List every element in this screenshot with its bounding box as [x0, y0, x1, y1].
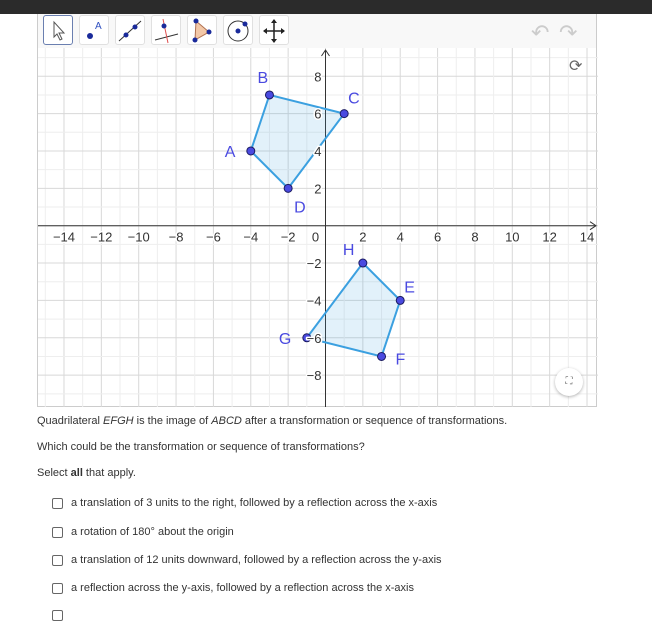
- x-tick-label: −4: [243, 229, 259, 245]
- point-label-a: A: [224, 143, 236, 161]
- x-tick-label: −12: [90, 229, 113, 245]
- line-icon: [116, 16, 144, 44]
- point-icon: [80, 16, 108, 44]
- option-4[interactable]: [52, 582, 414, 594]
- x-tick-label: 12: [542, 229, 557, 245]
- x-tick-label: −8: [168, 229, 184, 245]
- x-tick-label: 14: [579, 229, 595, 245]
- circle-icon: [224, 16, 252, 44]
- point-tool[interactable]: [79, 15, 109, 45]
- checkbox[interactable]: [52, 610, 63, 621]
- y-tick-label: −4: [306, 293, 322, 309]
- select-all-instruction: Select all that apply.: [37, 467, 136, 479]
- y-tick-label: 8: [314, 69, 322, 85]
- point-label-d: D: [294, 199, 306, 217]
- checkbox[interactable]: [52, 498, 63, 509]
- move-arrows-icon: [260, 16, 288, 44]
- x-tick-label: 0: [311, 229, 320, 245]
- perpendicular-icon: [152, 16, 180, 44]
- x-tick-label: −10: [127, 229, 150, 245]
- graph-view[interactable]: [38, 48, 598, 407]
- point-b[interactable]: [265, 91, 273, 99]
- geogebra-applet[interactable]: [37, 14, 597, 407]
- x-tick-label: −6: [206, 229, 221, 245]
- cursor-icon: [44, 16, 72, 44]
- line-tool[interactable]: [115, 15, 145, 45]
- checkbox[interactable]: [52, 527, 63, 538]
- polygon-icon: [188, 16, 216, 44]
- fullscreen-button[interactable]: [555, 368, 583, 396]
- point-label-f: F: [395, 351, 406, 369]
- point-label-c: C: [348, 90, 360, 108]
- point-label-b: B: [257, 69, 269, 87]
- option-1[interactable]: [52, 497, 437, 509]
- checkbox[interactable]: [52, 583, 63, 594]
- option-label: a reflection across the y-axis, followed by a reflection across the x-axis: [71, 582, 414, 594]
- checkbox[interactable]: [52, 555, 63, 566]
- polygon-abcd: [251, 95, 344, 188]
- move-view-tool[interactable]: [259, 15, 289, 45]
- x-tick-label: 4: [396, 229, 404, 245]
- x-tick-label: −14: [52, 229, 76, 245]
- x-tick-label: 6: [433, 229, 442, 245]
- point-h[interactable]: [359, 259, 367, 267]
- x-tick-label: 2: [359, 229, 367, 245]
- point-label-e: E: [404, 279, 415, 297]
- option-3[interactable]: [52, 554, 442, 566]
- point-label-h: H: [342, 242, 355, 260]
- x-tick-label: 10: [505, 229, 520, 245]
- option-5[interactable]: [52, 610, 71, 621]
- perpendicular-line-tool[interactable]: [151, 15, 181, 45]
- point-e[interactable]: [396, 296, 404, 304]
- y-tick-label: −2: [306, 256, 322, 272]
- option-label: a rotation of 180° about the origin: [71, 526, 234, 538]
- top-bar: [0, 0, 652, 14]
- undo-button[interactable]: ↶: [531, 20, 550, 45]
- question-prompt: Which could be the transformation or sequence of transformations?: [37, 441, 365, 453]
- circle-tool[interactable]: [223, 15, 253, 45]
- option-2[interactable]: [52, 526, 234, 538]
- toolbar: [38, 14, 596, 48]
- point-f[interactable]: [378, 352, 386, 360]
- point-c[interactable]: [340, 110, 348, 118]
- y-tick-label: 6: [314, 106, 322, 122]
- move-tool[interactable]: [43, 15, 73, 45]
- y-tick-label: 2: [314, 181, 322, 197]
- redo-button[interactable]: ↷: [559, 20, 578, 45]
- point-d[interactable]: [284, 184, 292, 192]
- point-label-g: G: [278, 330, 292, 348]
- y-tick-label: −6: [306, 330, 322, 346]
- x-tick-label: 8: [471, 229, 479, 245]
- point-a[interactable]: [247, 147, 255, 155]
- fullscreen-icon: ⛶: [565, 376, 573, 387]
- question-text: Quadrilateral EFGH is the image of ABCD after a transformation or sequence of transformations.: [37, 415, 508, 427]
- option-label: a translation of 12 units downward, followed by a reflection across the y-axis: [71, 554, 442, 566]
- y-tick-label: 4: [314, 143, 322, 159]
- svg-text:A: A: [95, 21, 102, 32]
- y-tick-label: −8: [306, 368, 322, 384]
- polygon-tool[interactable]: [187, 15, 217, 45]
- refresh-icon[interactable]: ⟳: [569, 58, 583, 75]
- x-tick-label: −2: [280, 229, 296, 245]
- option-label: a translation of 3 units to the right, followed by a reflection across the x-axis: [71, 497, 438, 509]
